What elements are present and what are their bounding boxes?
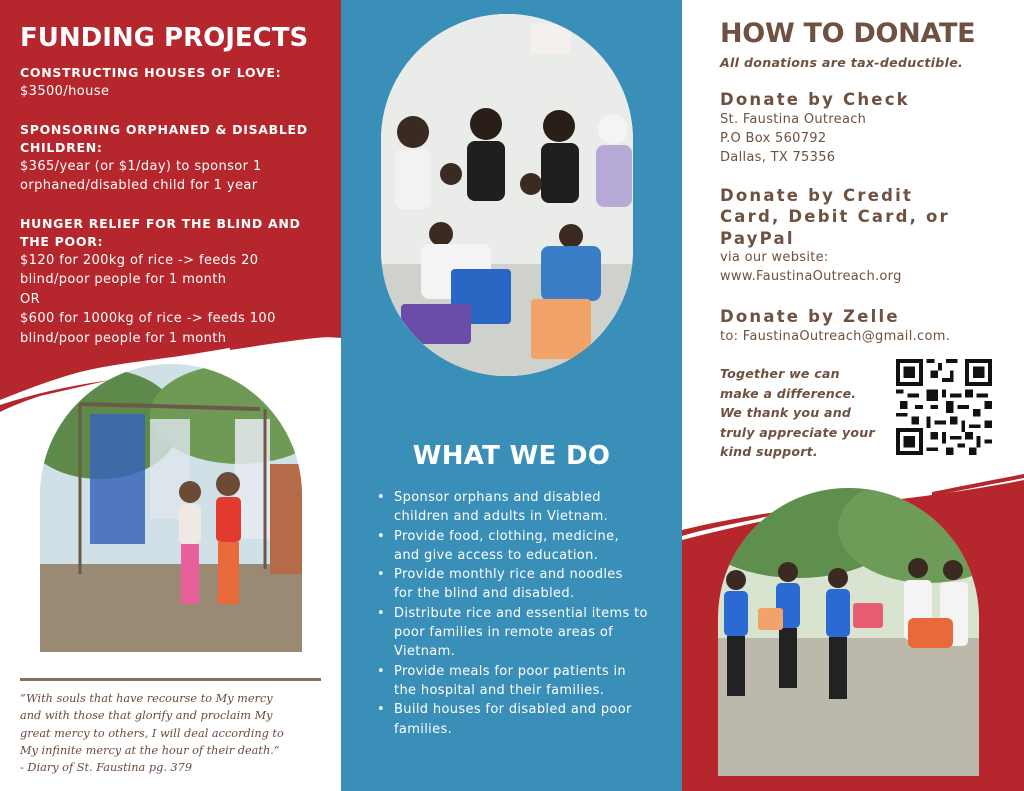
group-photo-illustration <box>381 14 633 376</box>
hunger-or: OR <box>20 291 41 307</box>
quote-divider <box>20 678 321 681</box>
distribution-photo-illustration <box>718 488 979 776</box>
card-heading-line3: PayPal <box>720 229 795 248</box>
closing-message: Together we can make a difference. We thank you and truly appreciate your kind support. <box>720 366 875 459</box>
funding-projects-title: FUNDING PROJECTS <box>20 23 309 53</box>
hunger-line3: $600 for 1000kg of rice -> feeds 100 <box>20 311 276 326</box>
houses-heading: CONSTRUCTING HOUSES OF LOVE: <box>20 65 282 80</box>
zelle-heading: Donate by Zelle <box>720 307 900 326</box>
check-line3: Dallas, TX 75356 <box>720 150 836 165</box>
quote-line4: My infinite mercy at the hour of their death.” <box>20 743 280 757</box>
houses-project <box>20 64 332 102</box>
children-photo <box>40 364 302 652</box>
check-line2: P.O Box 560792 <box>720 131 827 146</box>
card-heading-line1: Donate by Credit <box>720 186 914 205</box>
hunger-project <box>20 215 332 349</box>
qr-code-icon[interactable] <box>896 359 992 455</box>
card-line1: via our website: <box>720 250 829 265</box>
quote-source: - Diary of St. Faustina pg. 379 <box>20 761 193 775</box>
bullet-icon: • <box>377 567 386 583</box>
what-we-do-list <box>377 488 673 739</box>
zelle-email[interactable]: to: FaustinaOutreach@gmail.com. <box>720 329 951 344</box>
quote-line3: great mercy to others, I will deal according to <box>20 726 284 740</box>
faustina-quote <box>20 690 330 776</box>
funding-panel <box>0 0 341 791</box>
quote-line2: and with those that glorify and proclaim My <box>20 709 273 723</box>
list-item: • Provide food, clothing, medicine, and give access to education. <box>377 528 619 563</box>
list-item: • Distribute rice and essential items to poor families in remote areas of Vietnam. <box>377 605 648 660</box>
list-item: • Build houses for disabled and poor families. <box>377 702 632 737</box>
quote-line1: “With souls that have recourse to My mercy <box>20 692 273 705</box>
tax-deductible-note: All donations are tax-deductible. <box>720 55 964 70</box>
check-heading: Donate by Check <box>720 90 910 109</box>
bullet-icon: • <box>377 528 386 544</box>
children-photo-illustration <box>40 364 302 652</box>
hunger-line4: blind/poor people for 1 month <box>20 330 227 346</box>
sponsoring-project <box>20 121 332 196</box>
hunger-line2: blind/poor people for 1 month <box>20 272 227 287</box>
hunger-heading-line2: THE POOR: <box>20 233 104 249</box>
how-to-donate-title: HOW TO DONATE <box>720 18 976 49</box>
bullet-icon: • <box>377 702 386 718</box>
sponsoring-heading-line2: CHILDREN: <box>20 139 103 155</box>
hunger-heading-line1: HUNGER RELIEF FOR THE BLIND AND <box>20 215 301 231</box>
list-item: • Sponsor orphans and disabled children and adults in Vietnam. <box>377 490 609 525</box>
what-we-do-panel <box>341 0 682 791</box>
how-to-donate-panel <box>682 0 1024 791</box>
what-we-do-title: WHAT WE DO <box>412 441 611 471</box>
sponsoring-line2: orphaned/disabled child for 1 year <box>20 178 258 193</box>
sponsoring-heading-line1: SPONSORING ORPHANED & DISABLED <box>20 121 308 137</box>
list-item: • Provide monthly rice and noodles for the blind and disabled. <box>377 567 623 602</box>
list-item: • Provide meals for poor patients in the hospital and their families. <box>377 663 627 698</box>
card-heading-line2: Card, Debit Card, or <box>720 207 950 226</box>
group-photo <box>381 14 633 376</box>
bullet-icon: • <box>377 490 386 505</box>
website-link[interactable]: www.FaustinaOutreach.org <box>720 269 902 284</box>
bullet-icon: • <box>377 663 386 679</box>
check-line1: St. Faustina Outreach <box>720 112 867 127</box>
hunger-line1: $120 for 200kg of rice -> feeds 20 <box>20 252 259 268</box>
houses-price: $3500/house <box>20 84 110 99</box>
bullet-icon: • <box>377 605 386 621</box>
distribution-photo <box>718 488 979 776</box>
sponsoring-line1: $365/year (or $1/day) to sponsor 1 <box>20 158 262 174</box>
